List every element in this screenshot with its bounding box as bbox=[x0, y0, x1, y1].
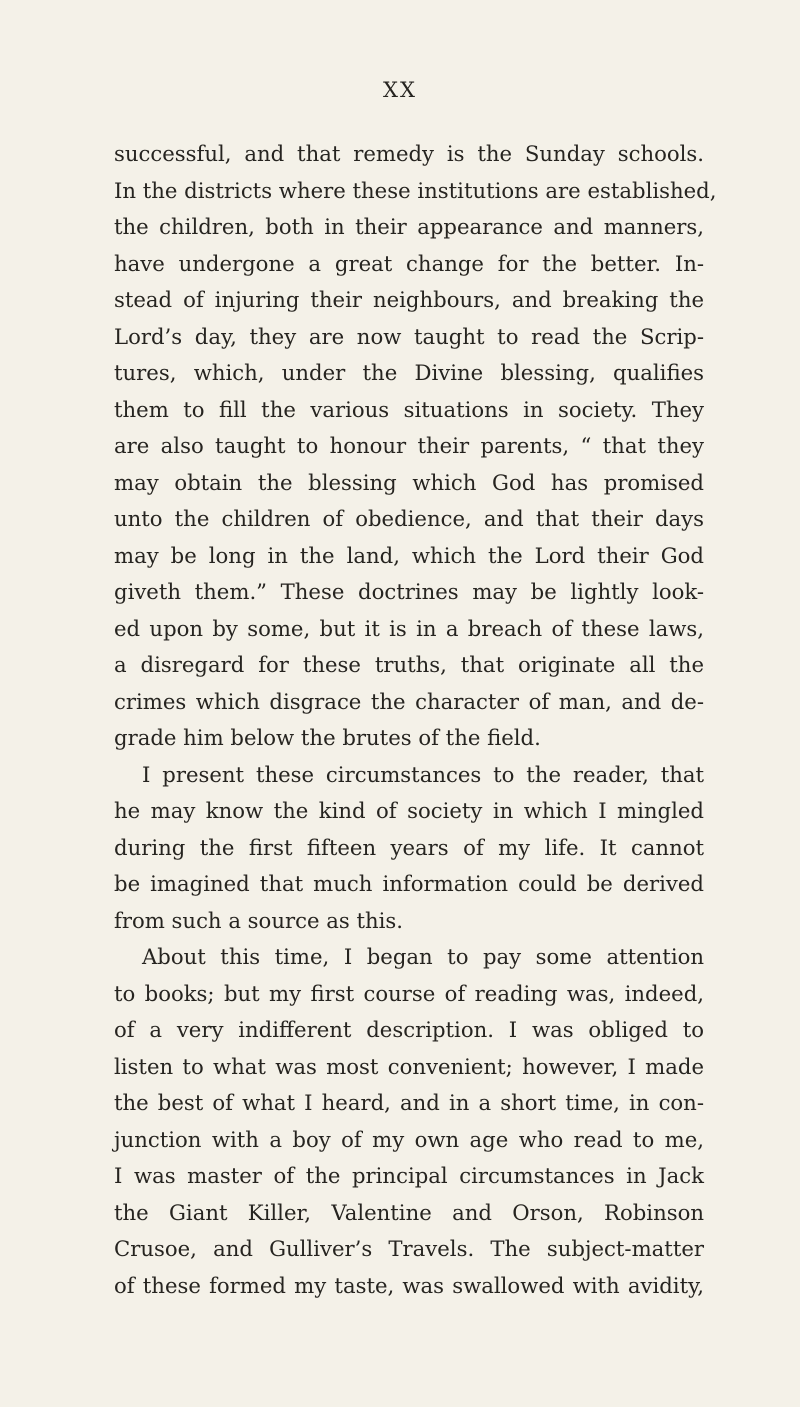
text-line: he may know the kind of society in which I mingled bbox=[114, 798, 704, 823]
paragraph-end-line: from such a source as this. bbox=[114, 907, 404, 933]
text-line: may be long in the land, which the Lord their God bbox=[114, 542, 704, 568]
text-line: crimes which disgrace the character of man, and de- bbox=[114, 688, 704, 714]
text-line: successful, and that remedy is the Sunday schools. bbox=[114, 141, 704, 166]
text-line: listen to what was most convenient; however, I made bbox=[114, 1053, 704, 1079]
text-line: have undergone a great change for the better. In- bbox=[114, 250, 704, 276]
text-line: giveth them.” These doctrines may be lightly look- bbox=[114, 579, 704, 604]
text-line: during the first fifteen years of my life. It cannot bbox=[114, 834, 704, 860]
text-line: to books; but my first course of reading was, indeed, bbox=[114, 980, 704, 1006]
text-line: Lord’s day, they are now taught to read the Scrip- bbox=[114, 323, 704, 349]
text-line: unto the children of obedience, and that their days bbox=[114, 506, 704, 531]
text-line: tures, which, under the Divine blessing, qualifies bbox=[114, 360, 704, 385]
body-text bbox=[114, 136, 717, 1304]
text-line: may obtain the blessing which God has promised bbox=[114, 469, 704, 495]
text-line: a disregard for these truths, that originate all the bbox=[114, 652, 704, 677]
text-line: the best of what I heard, and in a short time, in con- bbox=[114, 1090, 704, 1115]
paragraph-start-line: I present these circumstances to the reader, that bbox=[142, 761, 704, 787]
text-line: ed upon by some, but it is in a breach of these laws, bbox=[114, 615, 704, 641]
text-line: junction with a boy of my own age who read to me, bbox=[114, 1126, 704, 1152]
text-line: them to fill the various situations in society. They bbox=[114, 396, 704, 422]
text-line: stead of injuring their neighbours, and breaking the bbox=[114, 287, 704, 312]
paragraph-start-line: About this time, I began to pay some attention bbox=[142, 944, 704, 969]
text-line: In the districts where these institutions are established, bbox=[114, 177, 717, 203]
text-line: the children, both in their appearance and manners, bbox=[114, 214, 704, 239]
text-line: I was master of the principal circumstances in Jack bbox=[114, 1163, 704, 1188]
text-line: the Giant Killer, Valentine and Orson, Robinson bbox=[114, 1199, 704, 1225]
paragraph-end-line: grade him below the brutes of the field. bbox=[114, 725, 541, 750]
text-line: of a very indifferent description. I was obliged to bbox=[114, 1017, 704, 1042]
text-line: are also taught to honour their parents, “ that they bbox=[114, 433, 704, 458]
text-line: be imagined that much information could be derived bbox=[114, 871, 704, 896]
page-number: XX bbox=[383, 78, 417, 102]
text-line: Crusoe, and Gulliver’s Travels. The subject-matter bbox=[114, 1236, 704, 1261]
text-line: of these formed my taste, was swallowed with avidity, bbox=[114, 1272, 704, 1298]
